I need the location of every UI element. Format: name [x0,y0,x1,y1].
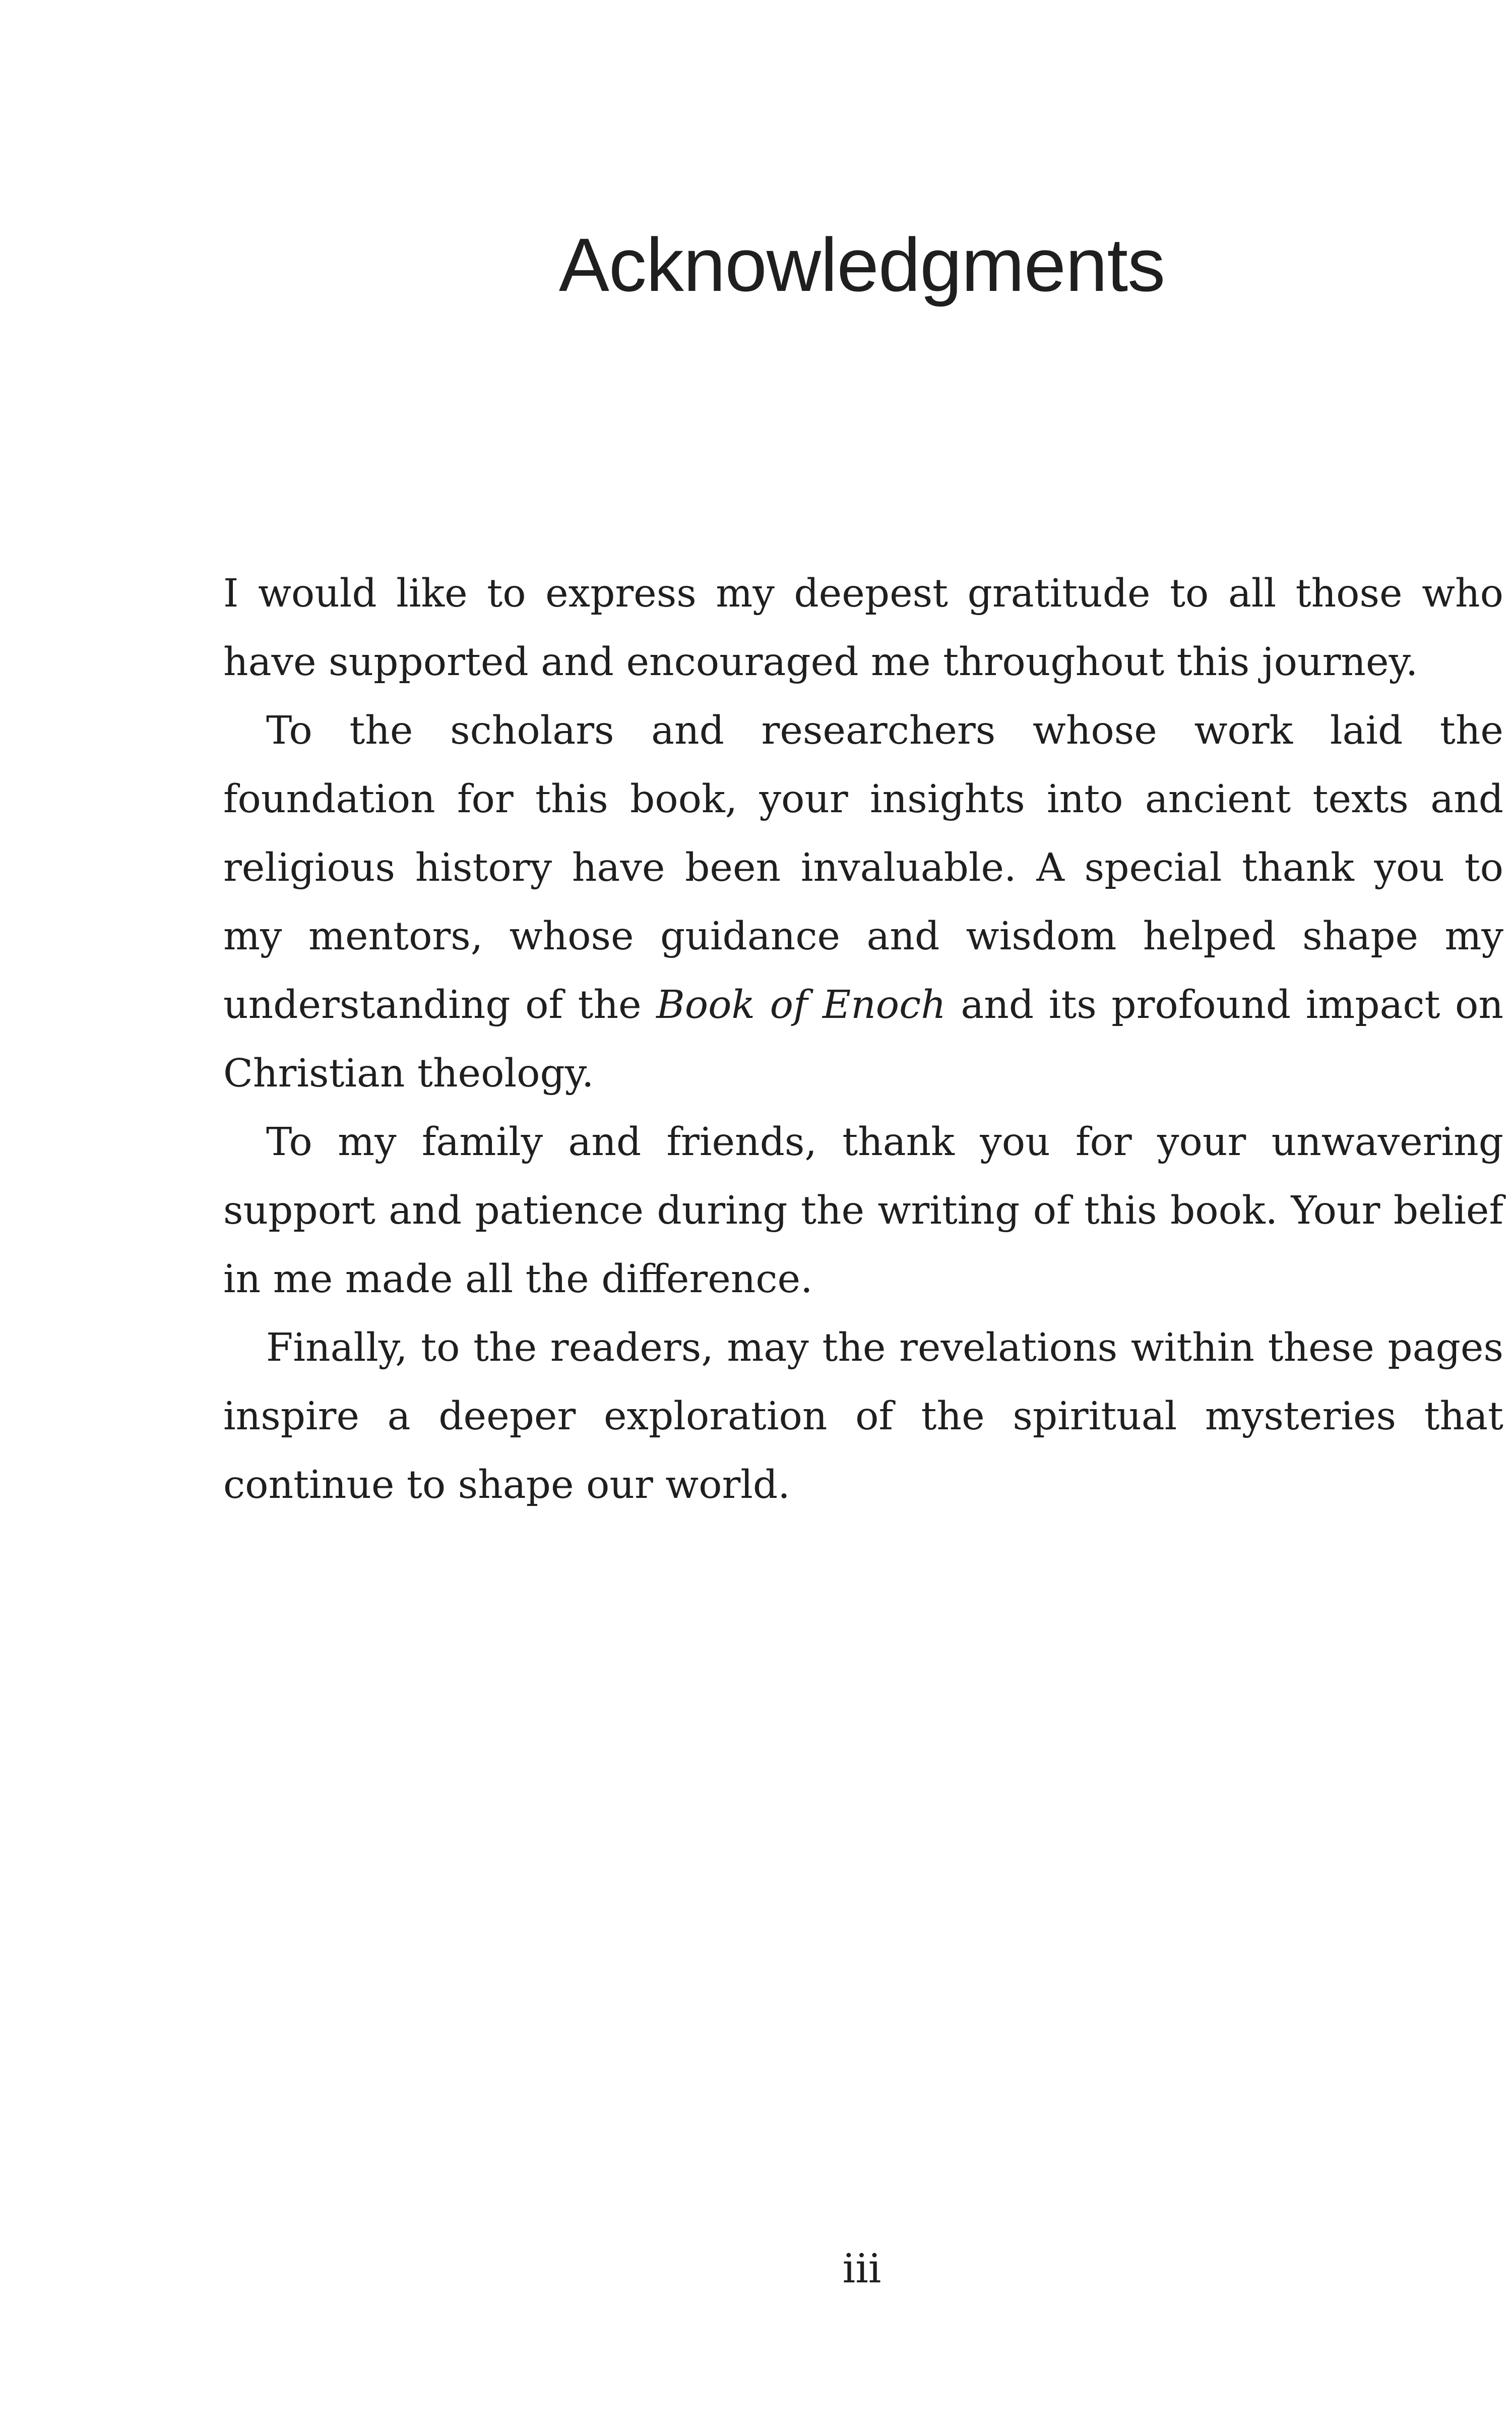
paragraph-readers [223,1314,1503,1520]
paragraph-scholars [223,697,1503,1108]
paragraph-text: Finally, to the readers, may the revelations within these pages inspire a deeper exploration of the spiritual mysteries that continue to shape our world. [223,1325,1503,1507]
book-title-italic: Book of Enoch [656,983,946,1027]
paragraph-text: I would like to express my deepest gratitude to all those who have supported and encouraged me throughout this journey. [223,571,1503,685]
paragraph-opening [223,560,1503,697]
paragraph-text: To my family and friends, thank you for your unwavering support and patience during the writing of this book. Your belief in me made all the difference. [223,1120,1503,1302]
page-number: iii [842,2245,881,2292]
paragraph-family [223,1108,1503,1314]
chapter-heading: Acknowledgments [558,222,1165,307]
body-text [223,560,1503,1520]
paragraph-text-after: and its profound impact on Christian theology. [223,983,1503,1096]
paragraph-text-before: To the scholars and researchers whose work laid the foundation for this book, your insights into ancient texts and religious history have been invaluable. A special thank you to my mentors, whose guidance and wisdom helped shape my understanding of the [223,708,1503,1027]
